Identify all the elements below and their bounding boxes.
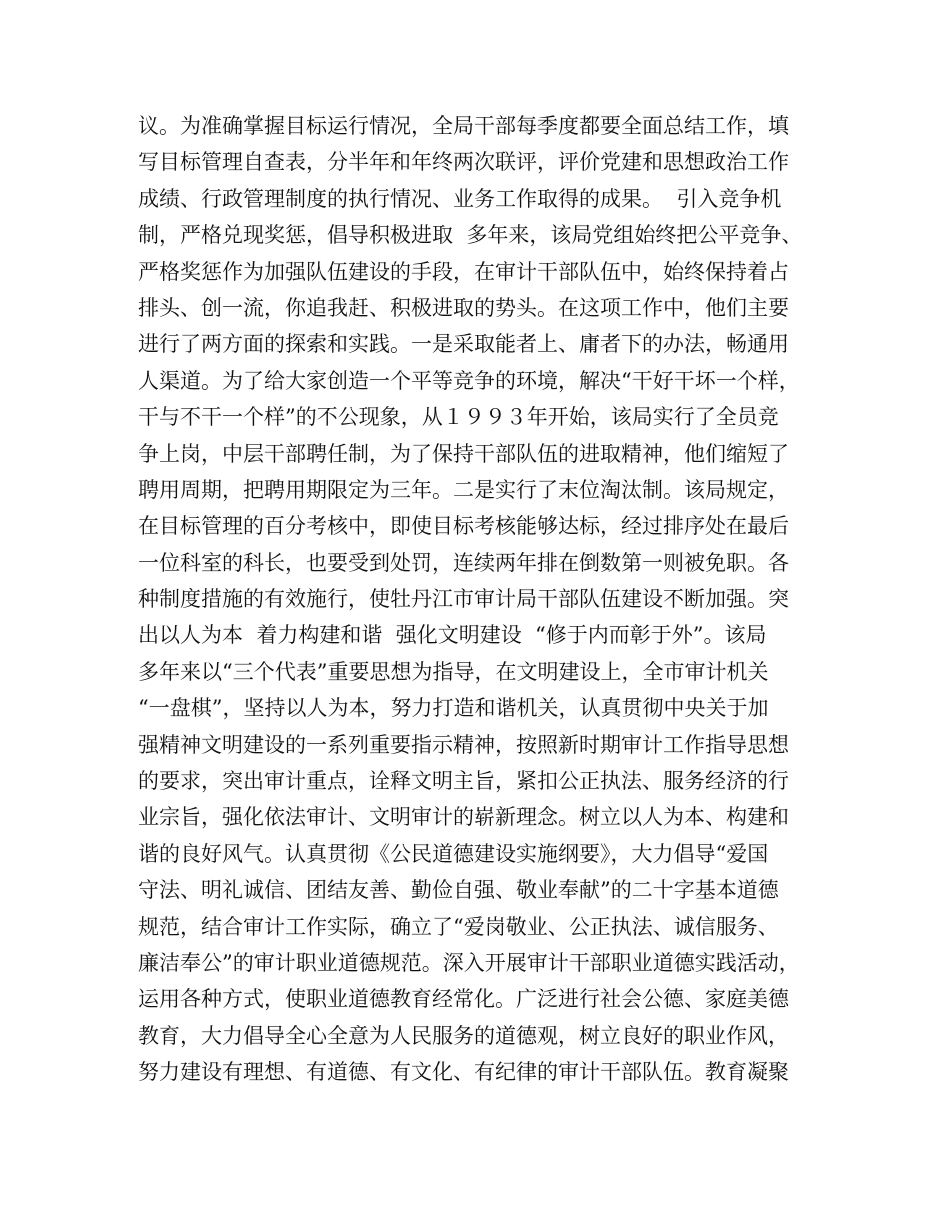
text-line: 业宗旨，强化依法审计、文明审计的崭新理念。树立以人为本、构建和 [138, 805, 789, 830]
text-line: 多年来以“三个代表”重要思想为指导，在文明建设上，全市审计机关 [138, 659, 769, 684]
text-line: 争上岗，中层干部聘任制，为了保持干部队伍的进取精神，他们缩短了 [138, 441, 789, 466]
text-line: 种制度措施的有效施行，使牡丹江市审计局干部队伍建设不断加强。突 [138, 587, 789, 612]
text-line: 人渠道。为了给大家创造一个平等竞争的环境，解决“干好干坏一个样， [138, 368, 800, 393]
text-line: 廉洁奉公”的审计职业道德规范。深入开展审计干部职业道德实践活动， [138, 950, 800, 975]
text-line: 守法、明礼诚信、团结友善、勤俭自强、敬业奉献”的二十字基本道德 [138, 878, 779, 903]
text-line: 强精神文明建设的一系列重要指示精神，按照新时期审计工作指导思想 [138, 732, 789, 757]
text-line: 规范，结合审计工作实际，确立了“爱岗敬业、公正执法、诚信服务、 [138, 914, 779, 939]
text-line: 议。为准确掌握目标运行情况，全局干部每季度都要全面总结工作，填 [138, 114, 789, 138]
text-line: 运用各种方式，使职业道德教育经常化。广泛进行社会公德、家庭美德 [138, 987, 789, 1012]
body-text [138, 108, 828, 1091]
text-line: 成绩、行政管理制度的执行情况、业务工作取得的成果。 引入竞争机 [138, 186, 782, 211]
text-line: “一盘棋”，坚持以人为本，努力打造和谐机关，认真贯彻中央关于加 [138, 696, 769, 721]
text-line: 出以人为本 着力构建和谐 强化文明建设 “修于内而彰于外”。该局 [138, 623, 767, 648]
text-line: 在目标管理的百分考核中，即使目标考核能够达标，经过排序处在最后 [138, 514, 789, 539]
text-line: 谐的良好风气。认真贯彻《公民道德建设实施纲要》，大力倡导“爱国 [138, 841, 769, 866]
text-line: 的要求，突出审计重点，诠释文明主旨，紧扣公正执法、服务经济的行 [138, 769, 789, 794]
text-line: 努力建设有理想、有道德、有文化、有纪律的审计干部队伍。教育凝聚 [138, 1060, 789, 1085]
text-line: 排头、创一流，你追我赶、积极进取的势头。在这项工作中，他们主要 [138, 295, 789, 320]
text-line: 聘用周期，把聘用期限定为三年。二是实行了末位淘汰制。该局规定， [138, 477, 789, 502]
text-line: 写目标管理自查表，分半年和年终两次联评，评价党建和思想政治工作 [138, 150, 789, 175]
text-line: 制，严格兑现奖惩，倡导积极进取 多年来，该局党组始终把公平竞争、 [138, 223, 803, 248]
text-line: 干与不干一个样”的不公现象，从１９９３年开始，该局实行了全员竞 [138, 405, 779, 430]
text-line: 严格奖惩作为加强队伍建设的手段，在审计干部队伍中，始终保持着占 [138, 259, 789, 284]
text-line: 进行了两方面的探索和实践。一是采取能者上、庸者下的办法，畅通用 [138, 332, 789, 357]
text-line: 教育，大力倡导全心全意为人民服务的道德观，树立良好的职业作风， [138, 1023, 789, 1048]
text-line: 一位科室的科长，也要受到处罚，连续两年排在倒数第一则被免职。各 [138, 550, 789, 575]
